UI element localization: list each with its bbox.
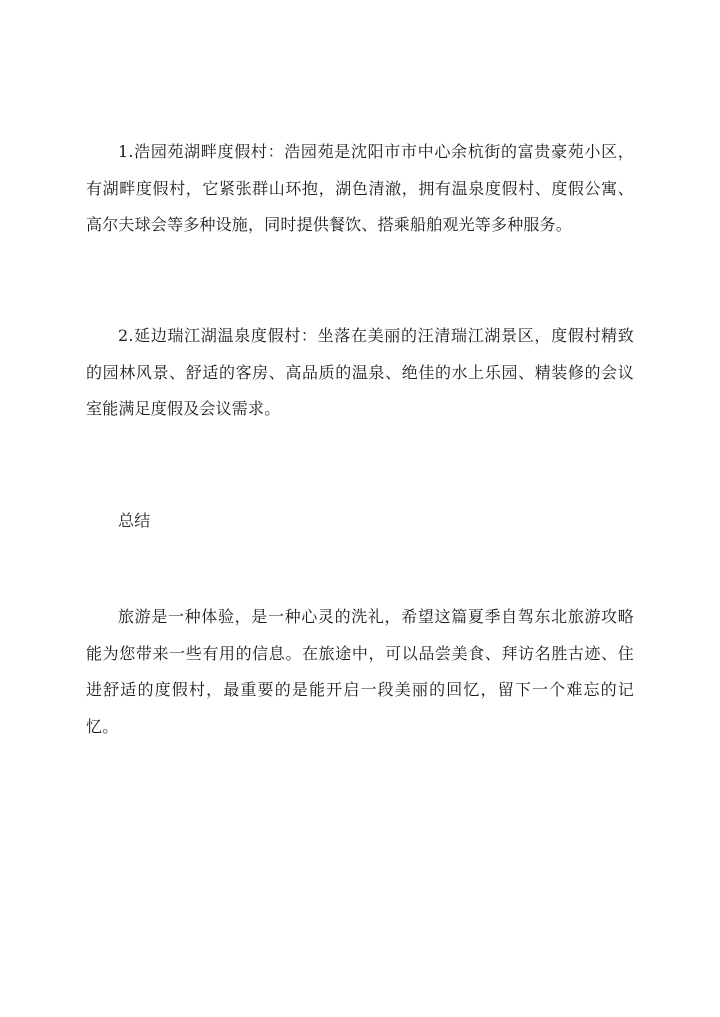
summary-heading: 总结 (118, 511, 151, 530)
summary-paragraph: 旅游是一种体验，是一种心灵的洗礼，希望这篇夏季自驾东北旅游攻略能为您带来一些有用的信息。在旅途中，可以品尝美食、拜访名胜古迹、住进舒适的度假村，最重要的是能开启一段美丽的回忆，留下一个难忘的记忆。 (86, 607, 634, 736)
resort-paragraph-1: 1.浩园苑湖畔度假村：浩园苑是沈阳市市中心余杭街的富贵豪苑小区，有湖畔度假村，它紧张群山环抱，湖色清澈，拥有温泉度假村、度假公寓、高尔夫球会等多种设施，同时提供餐饮、搭乘船舶观光等多种服务。 (86, 142, 634, 234)
resort-paragraph-2: 2.延边瑞江湖温泉度假村：坐落在美丽的汪清瑞江湖景区，度假村精致的园林风景、舒适的客房、高品质的温泉、绝佳的水上乐园、精装修的会议室能满足度假及会议需求。 (86, 326, 634, 418)
